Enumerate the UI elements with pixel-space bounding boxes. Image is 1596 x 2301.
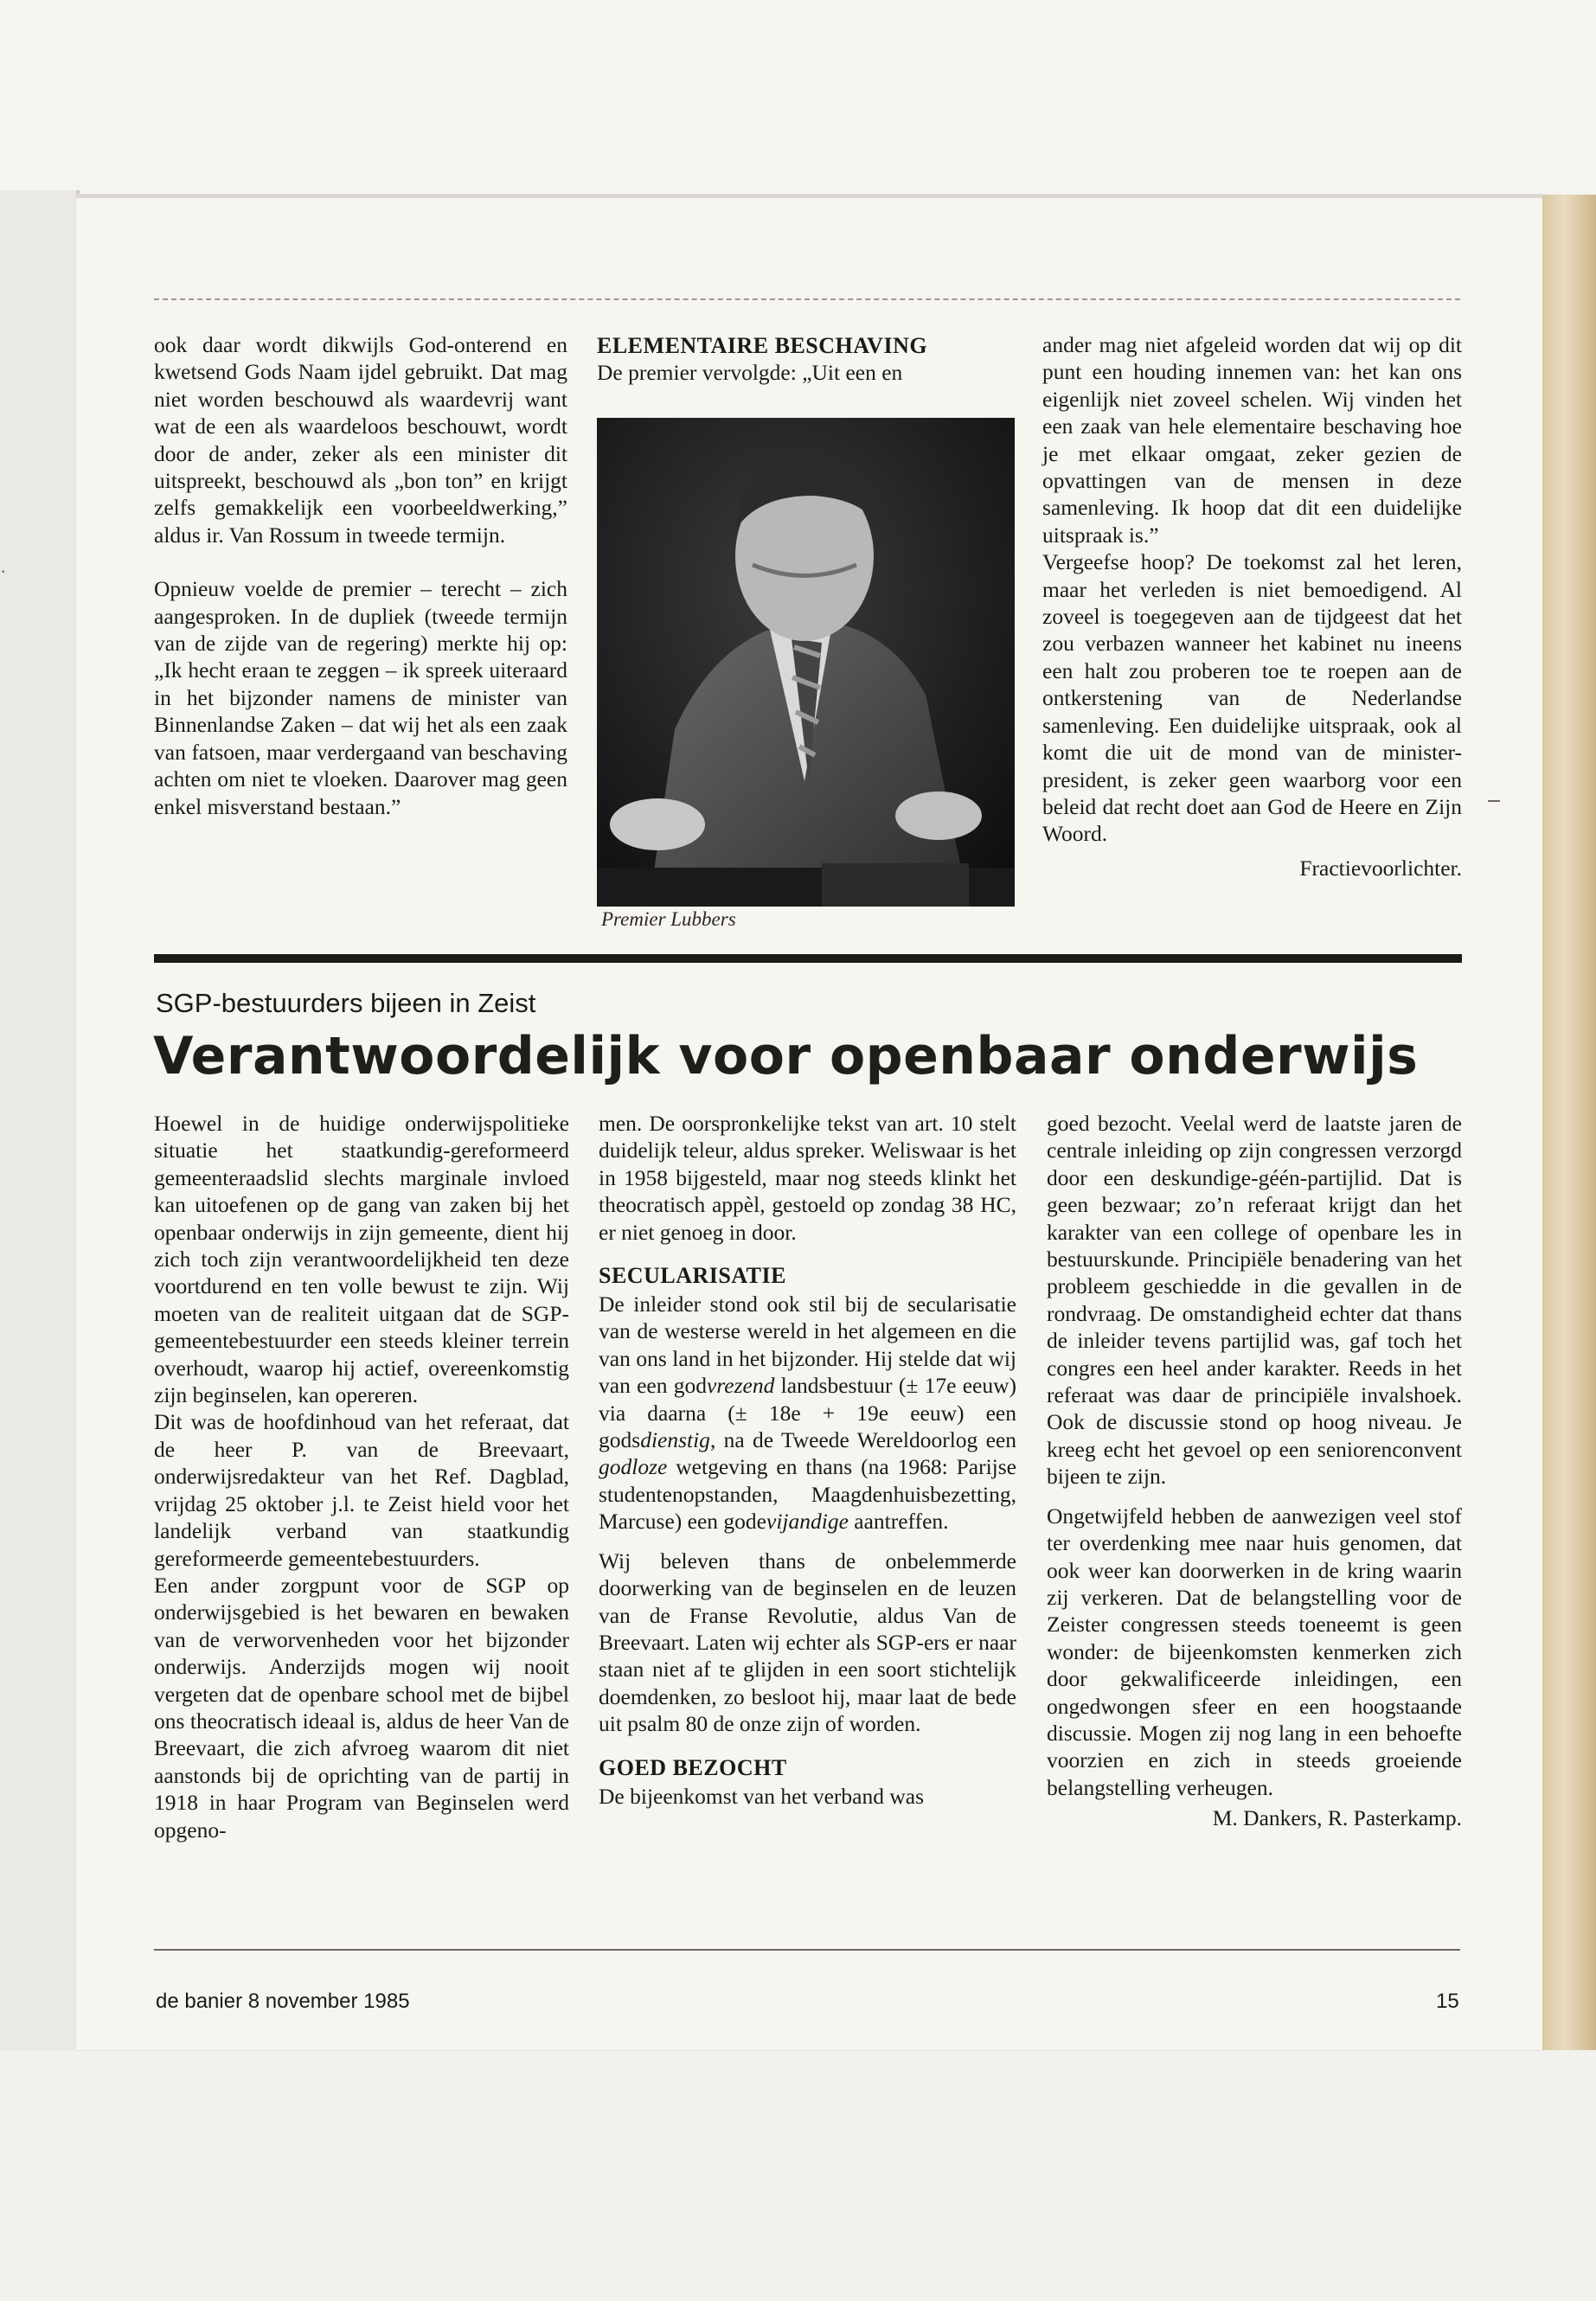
- section-divider: [154, 954, 1462, 963]
- top-rule: [154, 298, 1460, 300]
- publication-line: de banier 8 november 1985: [156, 1990, 410, 2013]
- paragraph: Ongetwijfeld hebben de aanwezigen veel stof ter overdenking mee naar huis genomen, dat ook weer kan doorwerken in de kring waarin zij verkeren. Dat de belangstelling voor de Zeister congressen steeds toeneemt is geen wonder: de bijeenkomsten kenmerken zich door gekwalificeerde inleidingen, een ongedwongen sfeer en een hoogstaande discussie. Mogen zij nog lang in een behoefte voorzien en zich in steeds groeiende belangstelling verheugen.: [1047, 1503, 1462, 1800]
- edge-mark: ·: [0, 561, 7, 582]
- top-article-column-1: [154, 331, 567, 820]
- emphasis: vijandige: [766, 1509, 849, 1535]
- paragraph: Hoewel in de huidige onderwijspolitieke situatie het staatkundig-gereformeerd gemeenteraadslid slechts marginale invloed kan uitoefenen op de gang van zaken bij het openbaar onderwijs in zijn gemeente, dient hij zich toch zijn verantwoordelijkheid ten deze voortdurend en ten volle bewust te zijn. Wij moeten van de realiteit uitgaan dat de SGP-gemeentebestuurder een steeds kleiner terrein overhoudt, waarop hij actief, overeenkomstig zijn beginselen, kan opereren.: [154, 1111, 569, 1408]
- main-article-column-3: [1047, 1110, 1462, 1832]
- paragraph: Een ander zorgpunt voor de SGP op onderwijsgebied is het bewaren en bewaken van de verworvenheden voor het bijzonder onderwijs. Anderzijds mogen wij nooit vergeten dat de openbare school met de bijbel ons theocratisch ideaal is, aldus de heer Van de Breevaart, die zich afvroeg waarom dit niet aanstonds bij de oprichting van de partij in 1918 in haar Program van Beginselen werd opgeno-: [154, 1572, 569, 1843]
- margin-mark: [1488, 800, 1500, 802]
- subheading: GOED BEZOCHT: [599, 1754, 787, 1780]
- previous-page-edge: [0, 190, 80, 2050]
- emphasis: dienstig: [640, 1427, 710, 1453]
- page-number: 15: [1436, 1990, 1459, 2013]
- emphasis: vrezend: [707, 1373, 775, 1399]
- photo-premier-lubbers: [597, 418, 1015, 907]
- article-headline: Verantwoordelijk voor openbaar onderwijs: [153, 1026, 1419, 1086]
- footer-rule: [154, 1949, 1460, 1951]
- text-run: aantreffen.: [848, 1509, 949, 1535]
- paragraph: Opnieuw voelde de premier – terecht – zich aangesproken. In de dupliek (tweede termijn van de zijde van de regering) merkte hij op: „Ik hecht eraan te zeggen – ik spreek uiteraard in het bijzonder namens de minister van Binnenlandse Zaken – dat wij het als een zaak van fatsoen, maar verdergaand van beschaving achten om niet te vloeken. Daarover mag geen enkel misverstand bestaan.”: [154, 576, 567, 819]
- scan-background: [0, 0, 1596, 195]
- top-article-column-3: [1042, 331, 1462, 881]
- article-kicker: SGP-bestuurders bijeen in Zeist: [156, 988, 536, 1018]
- paragraph: men. De oorspronkelijke tekst van art. 10 stelt duidelijk teleur, aldus spreker. Weliswaar is het in 1958 bijgesteld, maar nog steeds klinkt het theocratisch appèl, gestoeld op zondag 38 HC, er niet genoeg in door.: [599, 1111, 1016, 1245]
- portrait-image: [597, 418, 1015, 907]
- top-article-column-2: [597, 331, 1015, 386]
- signoff: Fractievoorlichter.: [1299, 855, 1462, 881]
- paragraph: [599, 1291, 1016, 1535]
- main-article-column-1: [154, 1110, 569, 1843]
- main-article-column-2: [599, 1110, 1016, 1810]
- paragraph: ook daar wordt dikwijls God-onterend en kwetsend Gods Naam ijdel gebruikt. Dat mag niet worden beschouwd als waardevrij want wat de een als waardeloos beschouwt, wordt door de ander, zeker als een minister dit uitspreekt, beschouwd als „bon ton” en krijgt zelfs gemakkelijk een voorbeeldwerking,” aldus ir. Van Rossum in tweede termijn.: [154, 332, 567, 548]
- text-run: landsbestuur (± 17e eeuw) via daarna (± 18e + 19e eeuw) een gods: [599, 1373, 1016, 1453]
- paragraph: De premier vervolgde: „Uit een en: [597, 360, 903, 385]
- subheading: ELEMENTAIRE BESCHAVING: [597, 333, 928, 358]
- text-run: De inleider stond ook stil bij de secularisatie van de westerse wereld in het algemeen en die van ons land in het bijzonder. Hij stelde dat wij van een god: [599, 1292, 1016, 1399]
- paragraph: ander mag niet afgeleid worden dat wij op dit punt een houding innemen van: het kan ons eigenlijk niet zoveel schelen. Wij vinden het een zaak van hele elementaire beschaving hoe je met elkaar omgaat, zeker gezien de opvattingen van de mensen in deze samenleving. Ik hoop dat dit een duidelijke uitspraak is.”: [1042, 332, 1462, 548]
- paragraph: goed bezocht. Veelal werd de laatste jaren de centrale inleiding op zijn congressen verzorgd door een deskundige-géén-partijlid. Dat is geen bezwaar; zo’n referaat krijgt dan het karakter van een college of openbare les in bestuurskunde. Principiële benadering van het probleem geschiedde in die gevallen in de rondvraag. De omstandigheid echter dat thans de inleider tevens partijlid was, gaf toch het congres een heel ander karakter. Reeds in het referaat was daar de principiële invalshoek. Ook de discussie stond op hoog niveau. Je kreeg echt het gevoel op een seniorenconvent bijeen te zijn.: [1047, 1111, 1462, 1490]
- page-top-edge: [76, 195, 1542, 198]
- book-edge: [1542, 195, 1596, 2050]
- signoff: M. Dankers, R. Pasterkamp.: [1212, 1805, 1462, 1831]
- paragraph: De bijeenkomst van het verband was: [599, 1783, 925, 1809]
- text-run: wetgeving en thans (na 1968: Parijse studentenopstanden, Maagdenhuisbezetting, Marcuse) een gode: [599, 1454, 1016, 1535]
- subheading: SECULARISATIE: [599, 1263, 786, 1289]
- emphasis: godloze: [599, 1454, 668, 1480]
- photo-caption: Premier Lubbers: [601, 908, 736, 930]
- paragraph: Vergeefse hoop? De toekomst zal het leren, maar het verleden is niet bemoedigend. Al zoveel is toegegeven aan de tijdgeest dat het zou verbazen wanneer het kabinet nu ineens een halt zou proberen toe te roepen aan de ontkerstening van de Nederlandse samenleving. Een duidelijke uitspraak, ook al komt die uit de mond van de minister-president, is zeker geen waarborg voor een beleid dat recht doet aan God de Heere en Zijn Woord.: [1042, 549, 1462, 847]
- paragraph: Dit was de hoofdinhoud van het referaat, dat de heer P. van de Breevaart, onderwijsredakteur van het Ref. Dagblad, vrijdag 25 oktober j.l. te Zeist hield voor het landelijk verband van staatkundig gereformeerde gemeentebestuurders.: [154, 1409, 569, 1571]
- text-run: , na de Tweede Wereldoorlog een: [709, 1427, 1016, 1453]
- paragraph: Wij beleven thans de onbelemmerde doorwerking van de beginselen en de leuzen van de Franse Revolutie, aldus Van de Breevaart. Laten wij echter als SGP-ers er naar staan niet af te glijden in een soort stichtelijk doemdenken, zo besloot hij, maar laat de bede uit psalm 80 de onze zijn of worden.: [599, 1548, 1016, 1737]
